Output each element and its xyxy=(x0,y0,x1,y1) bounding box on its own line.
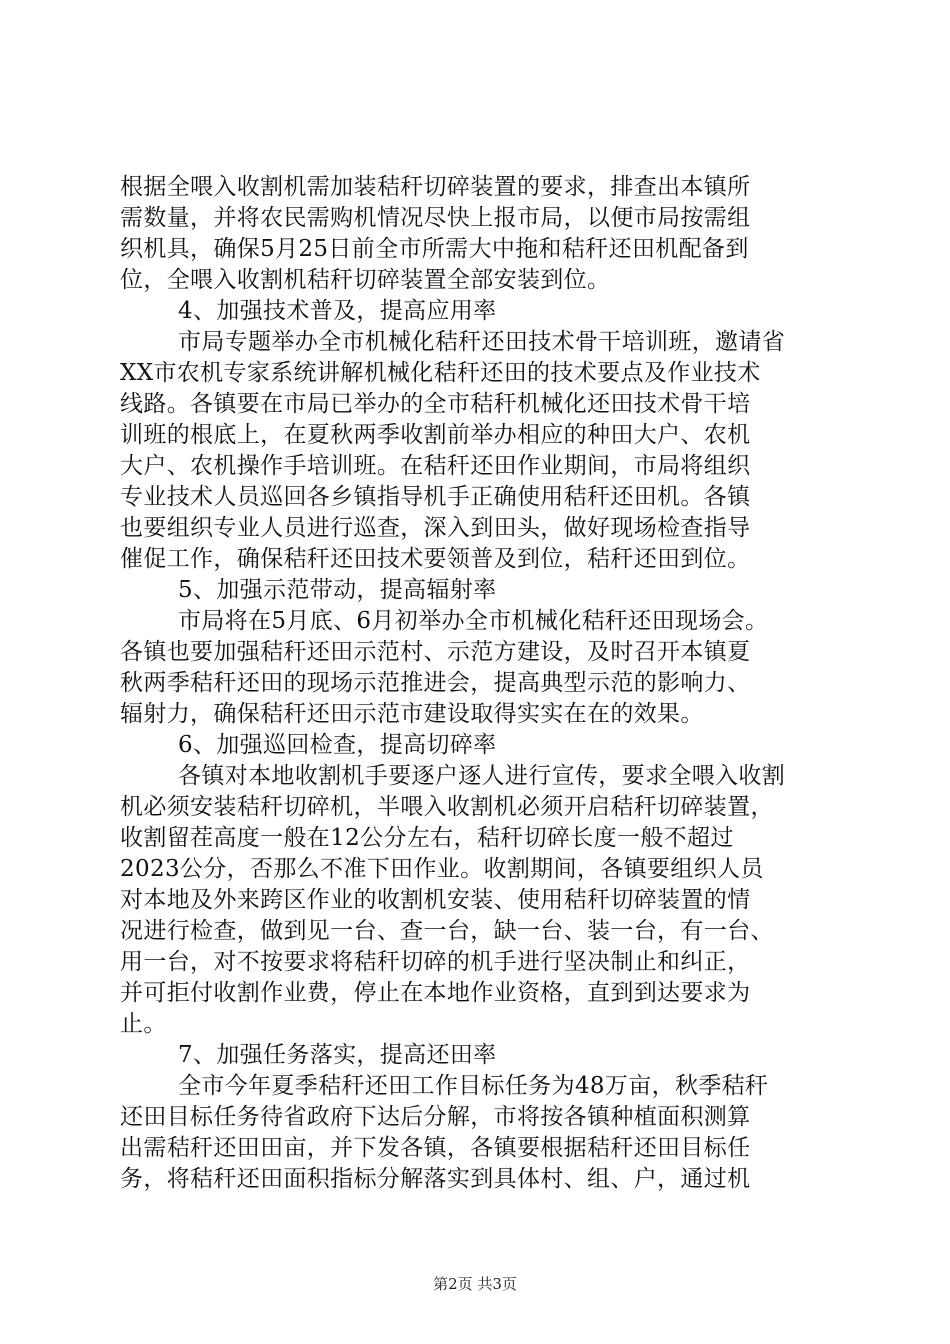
paragraph-start: 各镇对本地收割机手要逐户逐人进行宣传，要求全喂入收割 xyxy=(178,763,786,789)
text-line: 也要组织专业人员进行巡查，深入到田头，做好现场检查指导 xyxy=(120,515,751,541)
text-line: 织机具，确保5月25日前全市所需大中拖和秸秆还田机配备到 xyxy=(120,236,749,262)
paragraph-start: 市局将在5月底、6月初举办全市机械化秸秆还田现场会。 xyxy=(178,608,769,634)
section-heading: 5、加强示范带动，提高辐射率 xyxy=(178,577,497,603)
text-line: 对本地及外来跨区作业的收割机安装、使用秸秆切碎装置的情 xyxy=(120,887,751,913)
text-line: 止。 xyxy=(120,1011,167,1037)
text-line: 专业技术人员巡回各乡镇指导机手正确使用秸秆还田机。各镇 xyxy=(120,484,751,510)
text-line: 出需秸秆还田田亩，并下发各镇，各镇要根据秸秆还田目标任 xyxy=(120,1135,751,1161)
section-heading: 6、加强巡回检查，提高切碎率 xyxy=(178,732,497,758)
text-line: 务，将秸秆还田面积指标分解落实到具体村、组、户，通过机 xyxy=(120,1166,751,1192)
text-line: 大户、农机操作手培训班。在秸秆还田作业期间，市局将组织 xyxy=(120,453,751,479)
text-line: 线路。各镇要在市局已举办的全市秸秆机械化还田技术骨干培 xyxy=(120,391,751,417)
paragraph-start: 市局专题举办全市机械化秸秆还田技术骨干培训班，邀请省 xyxy=(178,329,786,355)
text-line: 根据全喂入收割机需加装秸秆切碎装置的要求，排查出本镇所 xyxy=(120,174,751,200)
text-line: 用一台，对不按要求将秸秆切碎的机手进行坚决制止和纠正， xyxy=(120,949,751,975)
text-line: 催促工作，确保秸秆还田技术要领普及到位，秸秆还田到位。 xyxy=(120,546,751,572)
text-line: 位，全喂入收割机秸秆切碎装置全部安装到位。 xyxy=(120,267,611,293)
text-line: 各镇也要加强秸秆还田示范村、示范方建设，及时召开本镇夏 xyxy=(120,639,751,665)
text-line: 2023公分，否那么不准下田作业。收割期间，各镇要组织人员 xyxy=(120,856,764,882)
paragraph-start: 全市今年夏季秸秆还田工作目标任务为48万亩，秋季秸秆 xyxy=(178,1073,769,1099)
section-heading: 4、加强技术普及，提高应用率 xyxy=(178,298,497,324)
text-line: 机必须安装秸秆切碎机，半喂入收割机必须开启秸秆切碎装置， xyxy=(120,794,774,820)
page-number-footer: 第2页 共3页 xyxy=(433,1275,517,1293)
text-line: 并可拒付收割作业费，停止在本地作业资格，直到到达要求为 xyxy=(120,980,751,1006)
text-line: 收割留茬高度一般在12公分左右，秸秆切碎长度一般不超过 xyxy=(120,825,734,851)
text-line: XX市农机专家系统讲解机械化秸秆还田的技术要点及作业技术 xyxy=(120,360,761,386)
text-line: 况进行检查，做到见一台、查一台，缺一台、装一台，有一台、 xyxy=(120,918,774,944)
text-line: 需数量，并将农民需购机情况尽快上报市局，以便市局按需组 xyxy=(120,205,751,231)
text-line: 辐射力，确保秸秆还田示范市建设取得实实在在的效果。 xyxy=(120,701,704,727)
text-line: 秋两季秸秆还田的现场示范推进会，提高典型示范的影响力、 xyxy=(120,670,751,696)
text-line: 还田目标任务待省政府下达后分解，市将按各镇种植面积测算 xyxy=(120,1104,751,1130)
section-heading: 7、加强任务落实，提高还田率 xyxy=(178,1042,497,1068)
document-body xyxy=(120,172,835,1195)
text-line: 训班的根底上，在夏秋两季收割前举办相应的种田大户、农机 xyxy=(120,422,751,448)
